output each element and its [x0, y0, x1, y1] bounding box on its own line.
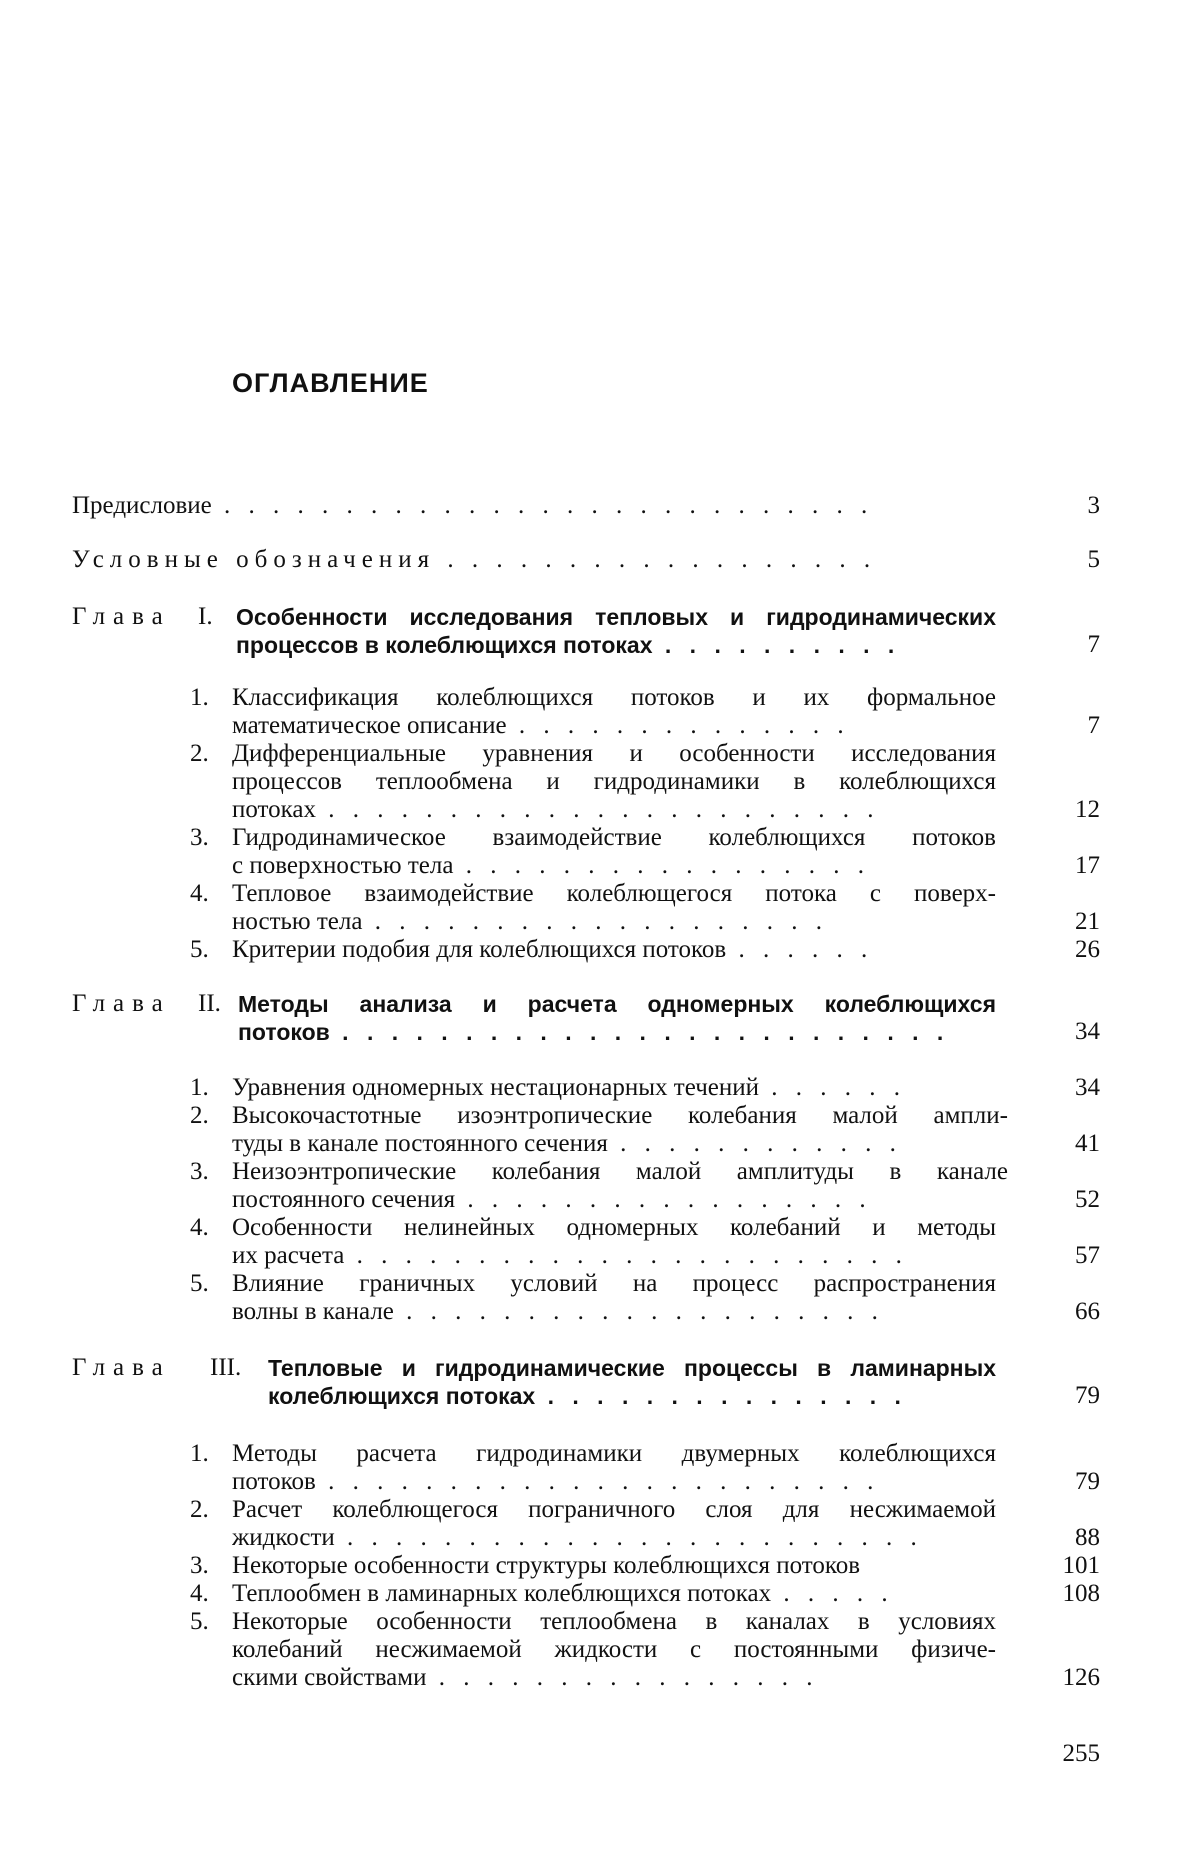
- toc-item: Дифференциальные уравнения и особенности исследования процессов теплообмена и гидродинамики в колеблющихся потоках . . . . . . . . . . . . . . . . . . . . . . .: [232, 740, 996, 823]
- leader-dots: . . . . . . . . . . . . . . . . . . . . . . . . . . .: [211, 492, 874, 519]
- chapter-page-number: 7: [1087, 631, 1100, 658]
- item-number: 4.: [190, 1214, 209, 1241]
- toc-item: Критерии подобия для колеблющихся потоков . . . . . .: [232, 936, 874, 963]
- chapter-page-number: 79: [1075, 1382, 1100, 1409]
- leader-dots: . . . . . . . . . . . . . . . . . . .: [362, 908, 828, 935]
- item-number: 5.: [190, 1270, 209, 1297]
- leader-dots: . . . . . . . . . . . .: [607, 1130, 902, 1157]
- leader-dots: . . . . . . . . . . . . . . . . . . . . . . .: [344, 1242, 908, 1269]
- leader-dots: . . . . . . . . . . . . . . . . . . . . . . .: [316, 796, 880, 823]
- item-number: 1.: [190, 1074, 209, 1101]
- item-page-number: 41: [1075, 1130, 1100, 1157]
- toc-item: Теплообмен в ламинарных колеблющихся потоках . . . . .: [232, 1580, 894, 1607]
- chapter-word: Глава: [72, 603, 171, 630]
- toc-item: Некоторые особенности теплообмена в каналах в условиях колебаний несжимаемой жидкости с постоянными физиче- скими свойствами . . . . . . . . . . . . . . . .: [232, 1608, 996, 1691]
- chapter-page-number: 34: [1075, 1018, 1100, 1045]
- toc-item: Расчет колеблющегося пограничного слоя для несжимаемой жидкости . . . . . . . . . . . . . . . . . . . . . . . .: [232, 1496, 996, 1551]
- item-page-number: 108: [1062, 1580, 1100, 1607]
- chapter-word: Глава: [72, 1354, 171, 1381]
- item-page-number: 17: [1075, 852, 1100, 879]
- toc-item: Влияние граничных условий на процесс распространения волны в канале . . . . . . . . . . . . . . . . . . . .: [232, 1270, 996, 1325]
- leader-dots: . . . . . . . . . . . . . . . . .: [455, 1186, 872, 1213]
- item-number: 4.: [190, 1580, 209, 1607]
- item-page-number: 7: [1087, 712, 1100, 739]
- item-number: 2.: [190, 740, 209, 767]
- leader-dots: . . . . . . . . . . . . . . . .: [426, 1664, 819, 1691]
- leader-dots: . . . . . . . . . .: [652, 632, 901, 658]
- item-page-number: 52: [1075, 1186, 1100, 1213]
- item-number: 5.: [190, 936, 209, 963]
- chapter-title: Особенности исследования тепловых и гидродинамических процессов в колеблющихся потоках . . . . . . . . . .: [236, 604, 996, 658]
- leader-dots: . . . . . . . . . . . . . . . . . . . .: [393, 1298, 884, 1325]
- item-number: 4.: [190, 880, 209, 907]
- toc-item: Высокочастотные изоэнтропические колебания малой ампли- туды в канале постоянного сечения . . . . . . . . . . . .: [232, 1102, 1008, 1157]
- leader-dots: . . . . . . . . . . . . . . . . . . . . . . .: [315, 1468, 880, 1495]
- chapter-number: I.: [198, 603, 213, 630]
- item-number: 3.: [190, 1158, 209, 1185]
- item-page-number: 88: [1075, 1524, 1100, 1551]
- page-folio: 255: [1062, 1740, 1100, 1767]
- leader-dots: . . . . . . . . . . . . . . . . .: [453, 852, 870, 879]
- page-title: ОГЛАВЛЕНИЕ: [232, 368, 429, 398]
- chapter-title: Тепловые и гидродинамические процессы в ламинарных колеблющихся потоках . . . . . . . . . . . . . . .: [268, 1355, 996, 1409]
- toc-item: Гидродинамическое взаимодействие колеблющихся потоков с поверхностью тела . . . . . . . . . . . . . . . . .: [232, 824, 996, 879]
- leader-dots: . . . . . . . . . . . . . . . . . . . . . . . . .: [329, 1019, 950, 1045]
- item-page-number: 12: [1075, 796, 1100, 823]
- chapter-number: III.: [210, 1354, 242, 1381]
- leader-dots: . . . . . . . . . . . . . . . . . .: [435, 546, 877, 573]
- item-page-number: 66: [1075, 1298, 1100, 1325]
- toc-item: Некоторые особенности структуры колеблющихся потоков: [232, 1552, 861, 1579]
- item-page-number: 26: [1075, 936, 1100, 963]
- item-page-number: 79: [1075, 1468, 1100, 1495]
- item-number: 3.: [190, 1552, 209, 1579]
- toc-item: Неизоэнтропические колебания малой амплитуды в канале постоянного сечения . . . . . . . . . . . . . . . . .: [232, 1158, 1008, 1213]
- item-page-number: 21: [1075, 908, 1100, 935]
- toc-item: Методы расчета гидродинамики двумерных колеблющихся потоков . . . . . . . . . . . . . . . . . . . . . . .: [232, 1440, 996, 1495]
- toc-item: Классификация колеблющихся потоков и их формальное математическое описание . . . . . . . . . . . . . .: [232, 684, 996, 739]
- item-number: 2.: [190, 1102, 209, 1129]
- item-page-number: 126: [1062, 1664, 1100, 1691]
- leader-dots: . . . . . . . . . . . . . .: [506, 712, 850, 739]
- entry-page-number: 5: [1087, 546, 1100, 573]
- item-number: 5.: [190, 1608, 209, 1635]
- entry-label: Предисловие: [72, 492, 212, 519]
- chapter-number: II.: [198, 990, 221, 1017]
- item-page-number: 101: [1062, 1552, 1100, 1579]
- item-number: 1.: [190, 1440, 209, 1467]
- item-page-number: 34: [1075, 1074, 1100, 1101]
- leader-dots: . . . . . . . . . . . . . . . . . . . . . . . .: [334, 1524, 923, 1551]
- leader-dots: . . . . . . . . . . . . . . .: [535, 1383, 907, 1409]
- leader-dots: . . . . .: [771, 1580, 894, 1607]
- chapter-title: Методы анализа и расчета одномерных колеблющихся потоков . . . . . . . . . . . . . . . . . . . . . . . . .: [238, 991, 996, 1045]
- item-number: 2.: [190, 1496, 209, 1523]
- leader-dots: . . . . . .: [726, 936, 874, 963]
- entry-label: Условные обозначения: [72, 546, 436, 573]
- toc-item: Уравнения одномерных нестационарных течений . . . . . .: [232, 1074, 907, 1101]
- leader-dots: . . . . . .: [759, 1074, 907, 1101]
- chapter-word: Глава: [72, 990, 171, 1017]
- item-number: 3.: [190, 824, 209, 851]
- toc-item: Особенности нелинейных одномерных колебаний и методы их расчета . . . . . . . . . . . . . . . . . . . . . . .: [232, 1214, 996, 1269]
- entry-page-number: 3: [1087, 492, 1100, 519]
- item-number: 1.: [190, 684, 209, 711]
- item-page-number: 57: [1075, 1242, 1100, 1269]
- toc-item: Тепловое взаимодействие колеблющегося потока с поверх- ностью тела . . . . . . . . . . . . . . . . . . .: [232, 880, 996, 935]
